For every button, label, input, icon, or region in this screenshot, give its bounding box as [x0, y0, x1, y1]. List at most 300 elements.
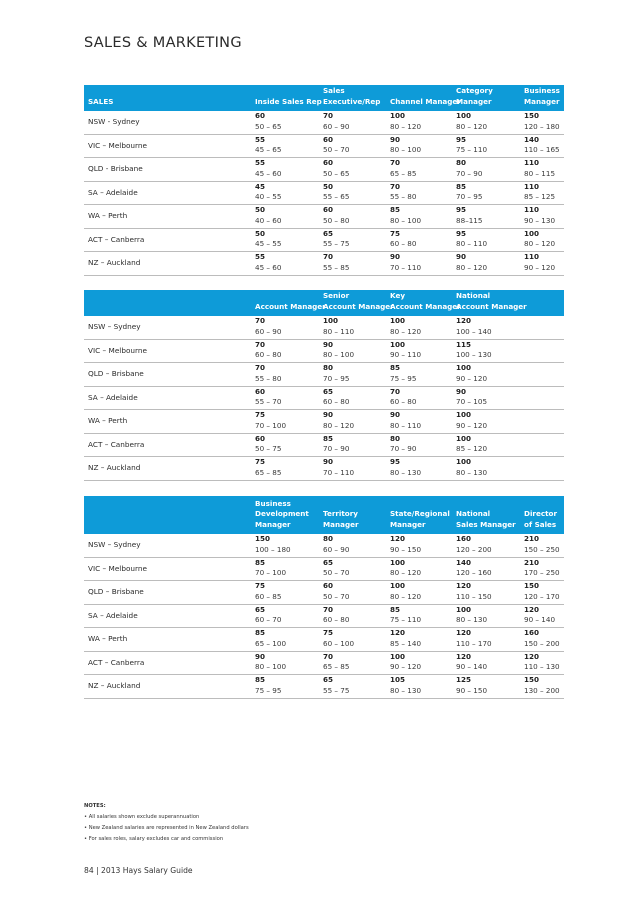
salary-cell [456, 581, 492, 602]
region-label: NSW – Sydney [88, 322, 141, 331]
salary-range: 110 – 165 [524, 145, 560, 154]
salary-cell [255, 628, 286, 649]
salary-cell [456, 316, 492, 337]
salary-range: 90 – 150 [456, 685, 488, 695]
salary-cell [456, 410, 487, 431]
salary-cell [456, 387, 487, 408]
salary-midpoint: 90 [255, 651, 266, 661]
region-label: WA – Perth [88, 211, 128, 220]
salary-midpoint: 80 [323, 534, 334, 543]
salary-cell [456, 457, 487, 478]
salary-cell [390, 252, 421, 273]
salary-midpoint: 120 [456, 316, 472, 325]
salary-range: 90 – 110 [390, 350, 422, 359]
region-label: NSW - Sydney [88, 117, 140, 126]
salary-cell [524, 605, 555, 626]
salary-midpoint: 100 [456, 604, 472, 614]
table-row [84, 229, 564, 253]
region-label: ACT – Canberra [88, 439, 145, 449]
salary-cell [255, 558, 286, 579]
salary-midpoint: 75 [255, 581, 266, 590]
salary-table [84, 496, 564, 699]
salary-midpoint: 150 [524, 111, 540, 120]
salary-midpoint: 70 [390, 158, 401, 167]
salary-cell [390, 675, 421, 696]
region-label: SA – Adelaide [88, 392, 138, 402]
table-header [84, 496, 564, 534]
salary-range: 55 – 65 [323, 192, 350, 201]
salary-cell [390, 410, 421, 431]
salary-midpoint: 70 [255, 363, 266, 372]
salary-cell [390, 628, 421, 649]
salary-midpoint: 70 [323, 651, 334, 661]
column-header: Sales Executive/Rep [323, 86, 381, 106]
salary-cell [390, 387, 416, 408]
salary-range: 60 – 90 [323, 121, 350, 131]
salary-table [84, 290, 564, 481]
table-row [84, 340, 564, 364]
salary-cell [323, 410, 354, 431]
salary-midpoint: 85 [390, 205, 401, 214]
salary-cell [390, 581, 421, 602]
salary-cell [255, 229, 281, 250]
salary-midpoint: 70 [255, 339, 266, 349]
salary-cell [456, 182, 482, 203]
table-row [84, 387, 564, 411]
column-header: Senior Account Manager [323, 291, 394, 311]
salary-cell [390, 205, 421, 226]
salary-cell [456, 628, 492, 649]
salary-cell [456, 675, 487, 696]
salary-range: 110 – 170 [456, 638, 492, 648]
salary-range: 85 – 140 [390, 638, 422, 648]
table-row [84, 628, 564, 652]
salary-range: 80 – 120 [456, 262, 488, 272]
salary-cell [524, 182, 555, 203]
salary-cell [390, 434, 416, 455]
salary-cell [255, 182, 281, 203]
table-row [84, 457, 564, 481]
salary-range: 70 – 105 [456, 397, 488, 406]
column-header: Business Manager [524, 86, 560, 106]
salary-cell [456, 558, 492, 579]
salary-range: 120 – 160 [456, 568, 492, 577]
salary-midpoint: 75 [255, 410, 266, 419]
salary-midpoint: 100 [456, 410, 472, 419]
region-label: QLD – Brisbane [88, 587, 144, 596]
salary-midpoint: 80 [390, 433, 401, 443]
table-row [84, 363, 564, 387]
salary-range: 90 – 140 [456, 662, 488, 671]
salary-range: 55 – 80 [390, 192, 417, 201]
salary-cell [255, 387, 281, 408]
salary-range: 170 – 250 [524, 568, 560, 577]
salary-range: 70 – 90 [456, 168, 483, 178]
salary-range: 80 – 130 [456, 615, 488, 624]
region-label: VIC – Melbourne [88, 140, 148, 150]
salary-range: 100 – 130 [456, 350, 492, 359]
salary-cell [323, 534, 349, 555]
salary-range: 60 – 80 [255, 350, 282, 359]
salary-cell [390, 534, 421, 555]
note-item: • All salaries shown exclude superannuation [84, 814, 200, 820]
salary-midpoint: 120 [524, 651, 540, 661]
note-item: • For sales roles, salary excludes car and commission [84, 836, 224, 842]
salary-cell [390, 158, 416, 179]
table-row [84, 410, 564, 434]
salary-range: 50 – 70 [323, 591, 350, 601]
salary-cell [390, 605, 421, 626]
salary-cell [524, 158, 555, 179]
salary-range: 70 – 90 [390, 444, 417, 453]
notes [84, 801, 249, 845]
salary-midpoint: 100 [456, 363, 472, 372]
salary-cell [390, 363, 416, 384]
salary-midpoint: 65 [323, 557, 334, 567]
salary-range: 80 – 110 [390, 420, 422, 430]
salary-midpoint: 120 [390, 628, 406, 637]
salary-midpoint: 70 [323, 252, 334, 261]
salary-midpoint: 80 [323, 363, 334, 372]
salary-cell [390, 558, 421, 579]
salary-range: 100 – 180 [255, 544, 291, 554]
salary-cell [524, 558, 560, 579]
salary-midpoint: 90 [456, 252, 467, 261]
salary-cell [255, 457, 281, 478]
salary-range: 60 – 100 [323, 638, 355, 648]
salary-cell [524, 675, 560, 696]
salary-range: 40 – 60 [255, 215, 282, 225]
table-header [84, 85, 564, 111]
region-label: SA – Adelaide [88, 187, 138, 197]
salary-midpoint: 65 [323, 228, 334, 238]
salary-range: 80 – 100 [255, 662, 287, 671]
salary-midpoint: 100 [456, 433, 472, 443]
region-label: WA – Perth [88, 416, 128, 425]
salary-midpoint: 90 [456, 386, 467, 396]
salary-midpoint: 110 [524, 158, 540, 167]
salary-midpoint: 100 [390, 581, 406, 590]
table-row [84, 434, 564, 458]
salary-cell [255, 158, 281, 179]
salary-range: 70 – 100 [255, 420, 287, 430]
salary-range: 60 – 80 [323, 615, 350, 624]
salary-midpoint: 95 [456, 228, 467, 238]
salary-cell [255, 652, 286, 673]
column-header: National Sales Manager [456, 509, 516, 529]
salary-midpoint: 160 [456, 534, 472, 543]
table-row [84, 182, 564, 206]
salary-range: 50 – 65 [323, 168, 350, 178]
salary-midpoint: 100 [390, 557, 406, 567]
salary-range: 90 – 120 [390, 662, 422, 671]
salary-cell [255, 252, 281, 273]
table-row [84, 534, 564, 558]
region-label: ACT – Canberra [88, 657, 145, 667]
column-header: Key Account Manager [390, 291, 461, 311]
salary-cell [323, 581, 349, 602]
salary-range: 80 – 100 [390, 215, 422, 225]
salary-cell [255, 316, 281, 337]
salary-range: 80 – 130 [390, 685, 422, 695]
salary-range: 70 – 90 [323, 444, 350, 453]
table-row [84, 158, 564, 182]
salary-range: 60 – 90 [255, 326, 282, 336]
salary-range: 55 – 75 [323, 239, 350, 248]
salary-range: 120 – 170 [524, 591, 560, 601]
region-label: VIC – Melbourne [88, 345, 148, 355]
salary-cell [323, 205, 349, 226]
salary-cell [255, 410, 286, 431]
region-column-header: SALES [88, 96, 114, 106]
salary-cell [456, 252, 487, 273]
salary-range: 150 – 200 [524, 638, 560, 648]
region-label: NSW – Sydney [88, 540, 141, 549]
salary-range: 70 – 95 [323, 373, 350, 383]
salary-cell [524, 205, 555, 226]
salary-range: 90 – 130 [524, 215, 556, 225]
salary-cell [255, 605, 281, 626]
salary-range: 80 – 120 [390, 121, 422, 131]
salary-range: 80 – 110 [456, 239, 488, 248]
salary-cell [255, 675, 281, 696]
salary-midpoint: 70 [390, 386, 401, 396]
salary-midpoint: 85 [390, 604, 401, 614]
salary-range: 75 – 95 [255, 685, 282, 695]
salary-range: 45 – 60 [255, 262, 282, 272]
salary-range: 150 – 250 [524, 544, 560, 554]
salary-cell [524, 534, 560, 555]
salary-midpoint: 115 [456, 339, 472, 349]
column-header: Director of Sales [524, 509, 558, 529]
salary-cell [390, 316, 421, 337]
salary-range: 80 – 120 [524, 239, 556, 248]
salary-range: 110 – 130 [524, 662, 560, 671]
salary-range: 85 – 120 [456, 444, 488, 453]
salary-range: 90 – 140 [524, 615, 556, 624]
salary-range: 60 – 85 [255, 591, 282, 601]
salary-midpoint: 120 [456, 651, 472, 661]
salary-cell [255, 111, 281, 132]
salary-range: 80 – 120 [456, 121, 488, 131]
note-item: • New Zealand salaries are represented in New Zealand dollars [84, 825, 249, 831]
salary-cell [456, 434, 487, 455]
table-row [84, 675, 564, 699]
table-row [84, 205, 564, 229]
salary-range: 65 – 100 [255, 638, 287, 648]
salary-range: 88–115 [456, 215, 483, 225]
salary-cell [323, 628, 354, 649]
salary-midpoint: 110 [524, 181, 540, 191]
salary-midpoint: 120 [390, 534, 406, 543]
salary-range: 80 – 115 [524, 168, 556, 178]
salary-midpoint: 50 [323, 181, 334, 191]
salary-midpoint: 90 [323, 457, 334, 466]
region-label: QLD – Brisbane [88, 369, 144, 378]
salary-range: 80 – 100 [390, 145, 422, 154]
salary-range: 60 – 80 [323, 397, 350, 406]
salary-cell [323, 135, 349, 156]
salary-range: 90 – 150 [390, 544, 422, 554]
salary-cell [524, 652, 560, 673]
region-label: VIC – Melbourne [88, 563, 148, 573]
salary-midpoint: 85 [456, 181, 467, 191]
salary-midpoint: 210 [524, 534, 540, 543]
salary-midpoint: 60 [323, 581, 334, 590]
salary-range: 80 – 100 [323, 350, 355, 359]
salary-midpoint: 55 [255, 134, 266, 144]
table-row [84, 111, 564, 135]
salary-cell [323, 111, 349, 132]
salary-range: 90 – 120 [524, 262, 556, 272]
salary-cell [255, 135, 281, 156]
salary-range: 50 – 70 [323, 568, 350, 577]
page-footer: 84 | 2013 Hays Salary Guide [84, 866, 193, 875]
salary-range: 80 – 120 [390, 326, 422, 336]
salary-cell [323, 652, 349, 673]
salary-cell [524, 628, 560, 649]
salary-cell [390, 111, 421, 132]
salary-midpoint: 95 [390, 457, 401, 466]
salary-midpoint: 105 [390, 675, 406, 684]
salary-midpoint: 85 [323, 433, 334, 443]
salary-midpoint: 160 [524, 628, 540, 637]
salary-cell [323, 558, 349, 579]
salary-range: 75 – 95 [390, 373, 417, 383]
salary-midpoint: 45 [255, 181, 266, 191]
salary-range: 85 – 125 [524, 192, 556, 201]
salary-range: 90 – 120 [456, 373, 488, 383]
column-header: Account Manager [255, 301, 326, 311]
salary-range: 100 – 140 [456, 326, 492, 336]
salary-midpoint: 100 [390, 339, 406, 349]
salary-cell [323, 340, 354, 361]
table-row [84, 252, 564, 276]
salary-midpoint: 85 [255, 557, 266, 567]
salary-midpoint: 85 [255, 675, 266, 684]
page-title: SALES & MARKETING [84, 35, 242, 51]
salary-range: 50 – 65 [255, 121, 282, 131]
salary-range: 40 – 55 [255, 192, 282, 201]
salary-range: 80 – 110 [323, 326, 355, 336]
salary-cell [323, 252, 349, 273]
column-header: Category Manager [456, 86, 493, 106]
table-row [84, 316, 564, 340]
salary-midpoint: 90 [390, 252, 401, 261]
salary-cell [390, 457, 421, 478]
salary-midpoint: 80 [456, 158, 467, 167]
salary-cell [323, 158, 349, 179]
salary-midpoint: 150 [524, 675, 540, 684]
salary-range: 70 – 100 [255, 568, 287, 577]
salary-midpoint: 100 [456, 111, 472, 120]
salary-midpoint: 100 [390, 111, 406, 120]
salary-midpoint: 70 [255, 316, 266, 325]
region-label: QLD - Brisbane [88, 164, 143, 173]
salary-cell [323, 605, 349, 626]
salary-range: 80 – 120 [390, 568, 422, 577]
column-header: Territory Manager [323, 509, 359, 529]
salary-midpoint: 60 [323, 158, 334, 167]
salary-range: 110 – 150 [456, 591, 492, 601]
salary-range: 120 – 200 [456, 544, 492, 554]
salary-midpoint: 50 [255, 205, 266, 214]
region-label: NZ – Auckland [88, 681, 141, 690]
salary-cell [456, 363, 487, 384]
salary-midpoint: 100 [456, 457, 472, 466]
salary-range: 70 – 110 [323, 467, 355, 477]
salary-range: 65 – 85 [390, 168, 417, 178]
salary-cell [456, 135, 487, 156]
salary-cell [524, 581, 560, 602]
salary-cell [323, 434, 349, 455]
salary-range: 55 – 70 [255, 397, 282, 406]
salary-midpoint: 100 [323, 316, 339, 325]
salary-cell [323, 182, 349, 203]
salary-midpoint: 120 [456, 628, 472, 637]
region-label: ACT – Canberra [88, 234, 145, 244]
salary-table [84, 85, 564, 276]
salary-midpoint: 100 [390, 316, 406, 325]
salary-cell [456, 205, 482, 226]
salary-midpoint: 55 [255, 252, 266, 261]
column-header: State/Regional Manager [390, 509, 450, 529]
table-header [84, 290, 564, 316]
salary-midpoint: 65 [323, 386, 334, 396]
salary-cell [323, 387, 349, 408]
salary-midpoint: 65 [255, 604, 266, 614]
salary-midpoint: 125 [456, 675, 472, 684]
salary-midpoint: 90 [390, 410, 401, 419]
salary-midpoint: 150 [524, 581, 540, 590]
salary-midpoint: 50 [255, 228, 266, 238]
salary-midpoint: 120 [456, 581, 472, 590]
salary-range: 50 – 80 [323, 215, 350, 225]
region-label: NZ – Auckland [88, 258, 141, 267]
salary-cell [255, 205, 281, 226]
salary-cell [456, 158, 482, 179]
salary-midpoint: 60 [323, 134, 334, 144]
salary-midpoint: 150 [255, 534, 271, 543]
salary-range: 80 – 120 [323, 420, 355, 430]
salary-range: 60 – 70 [255, 615, 282, 624]
salary-midpoint: 60 [255, 433, 266, 443]
column-header: Business Development Manager [255, 498, 309, 529]
salary-range: 75 – 110 [456, 145, 488, 154]
salary-range: 45 – 55 [255, 239, 282, 248]
salary-midpoint: 110 [524, 252, 540, 261]
salary-cell [255, 434, 281, 455]
salary-cell [323, 316, 354, 337]
salary-cell [390, 229, 416, 250]
salary-cell [524, 135, 560, 156]
salary-midpoint: 210 [524, 557, 540, 567]
salary-midpoint: 140 [524, 134, 540, 144]
salary-midpoint: 65 [323, 675, 334, 684]
salary-midpoint: 100 [390, 651, 406, 661]
salary-range: 130 – 200 [524, 685, 560, 695]
salary-midpoint: 95 [456, 134, 467, 144]
salary-midpoint: 90 [323, 410, 334, 419]
salary-cell [456, 111, 487, 132]
salary-midpoint: 70 [323, 604, 334, 614]
column-header: Channel Manager [390, 96, 461, 106]
salary-range: 70 – 110 [390, 262, 422, 272]
salary-cell [524, 252, 555, 273]
table-row [84, 652, 564, 676]
salary-cell [456, 605, 487, 626]
salary-midpoint: 100 [524, 228, 540, 238]
